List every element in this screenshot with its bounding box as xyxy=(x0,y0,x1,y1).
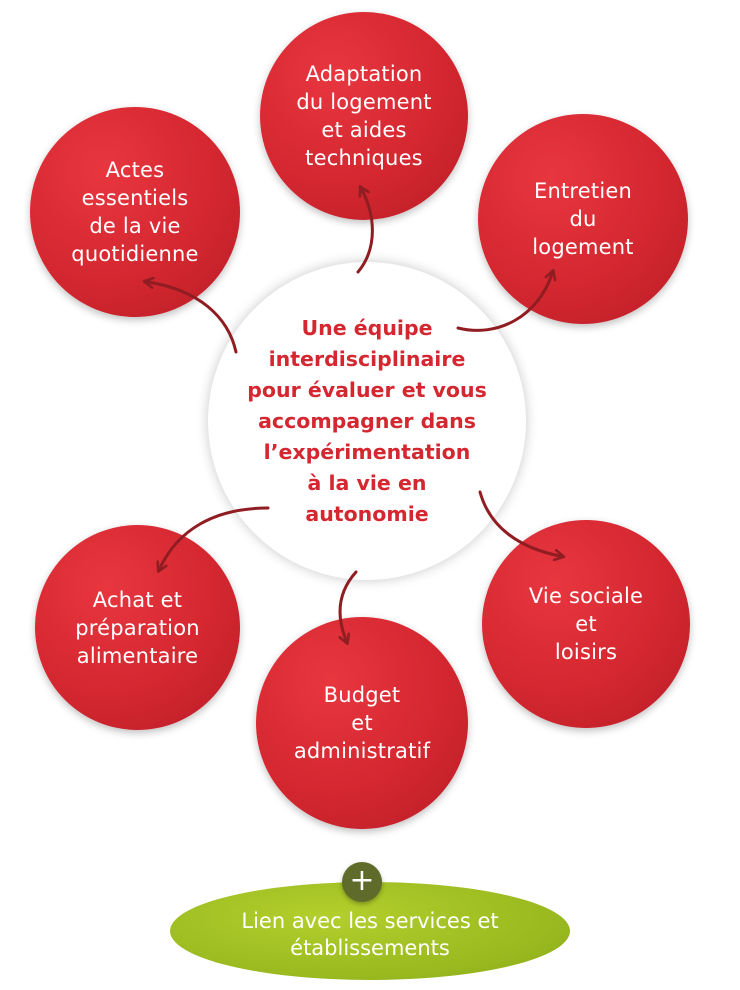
services-link-label: Lien avec les services et établissements xyxy=(241,909,499,960)
node-achat-label: Achat et préparation alimentaire xyxy=(75,587,200,668)
node-entretien xyxy=(478,114,688,324)
node-adaptation-label: Adaptation du logement et aides techniques xyxy=(296,62,432,170)
plus-icon: + xyxy=(342,862,382,902)
node-budget xyxy=(256,617,468,829)
node-actes-label: Actes essentiels de la vie quotidienne xyxy=(71,158,199,266)
node-vie-sociale xyxy=(482,520,690,728)
node-vie-sociale-label: Vie sociale et loisirs xyxy=(528,584,644,664)
center-circle xyxy=(208,262,526,580)
center-label: Une équipe interdisciplinaire pour évaluer et vous accompagner dans l’expérimentation à la vie en autonomie xyxy=(247,315,487,526)
node-actes xyxy=(30,107,240,317)
node-achat xyxy=(35,525,240,730)
node-budget-label: Budget et administratif xyxy=(293,683,431,763)
node-adaptation xyxy=(260,12,468,220)
node-entretien-label: Entretien du logement xyxy=(532,179,634,259)
